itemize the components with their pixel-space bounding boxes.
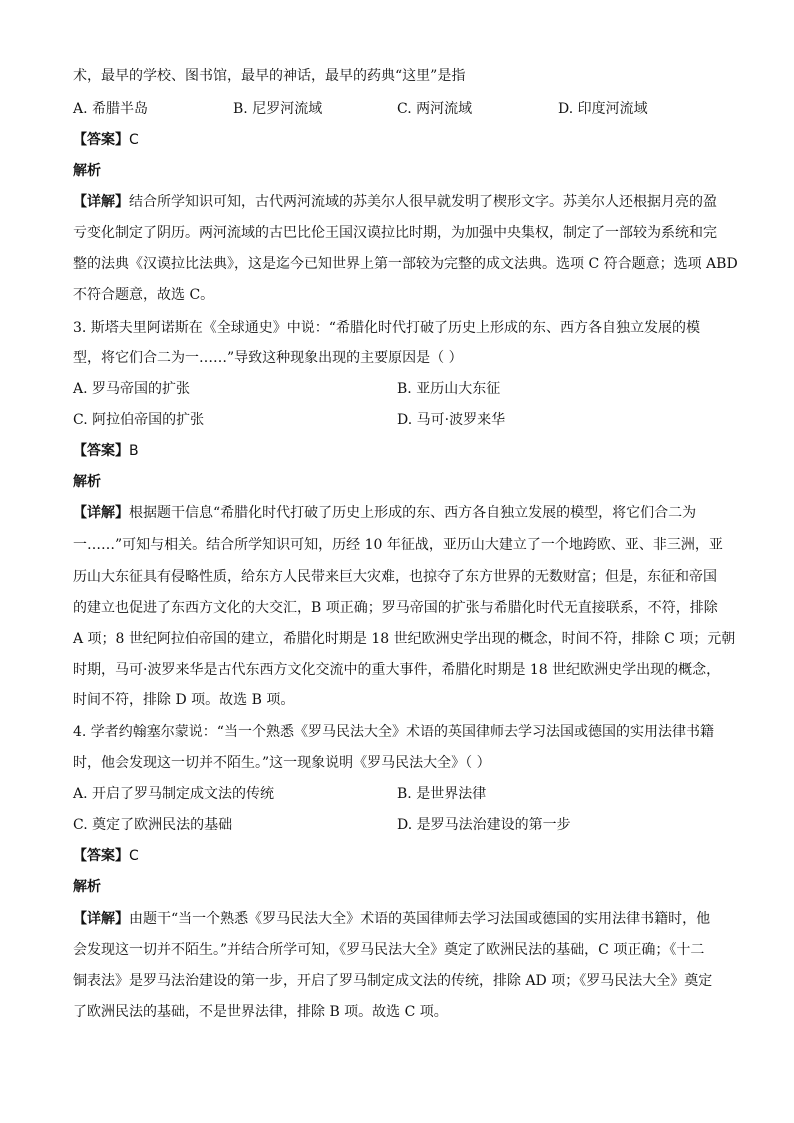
q3-detail-line-2: 一……”可知与相关。结合所学知识可知，历经 10 年征战，亚历山大建立了一个地跨欧、亚、非三洲，亚 bbox=[73, 537, 723, 553]
q4-analysis-heading bbox=[73, 877, 101, 897]
q2-answer bbox=[73, 130, 139, 150]
q3-option-d: D. 马可·波罗来华 bbox=[397, 412, 506, 428]
q4-detail-text-1: 由题干“当一个熟悉《罗马民法大全》术语的英国律师去学习法国或德国的实用法律书籍时，他 bbox=[129, 911, 711, 927]
q4-answer-value: C bbox=[129, 848, 139, 864]
q4-detail-line-1 bbox=[73, 909, 710, 929]
q4-option-d: D. 是罗马法治建设的第一步 bbox=[397, 817, 571, 833]
q3-detail-line-1 bbox=[73, 503, 696, 523]
q3-answer-value: B bbox=[129, 443, 139, 459]
q3-detail-text-1: 根据题干信息“希腊化时代打破了历史上形成的东、西方各自独立发展的模型，将它们合二为 bbox=[129, 505, 697, 521]
q2-detail-line-1 bbox=[73, 192, 717, 212]
q2-stem-tail: 术，最早的学校、图书馆，最早的神话，最早的药典“这里”是指 bbox=[73, 68, 466, 84]
detail-tag: 【详解】 bbox=[73, 505, 129, 521]
analysis-tag: 解析 bbox=[73, 879, 101, 895]
q2-option-d: D. 印度河流域 bbox=[558, 101, 648, 117]
q4-option-a: A. 开启了罗马制定成文法的传统 bbox=[73, 786, 275, 802]
detail-tag: 【详解】 bbox=[73, 194, 129, 210]
q3-answer bbox=[73, 441, 139, 461]
q4-stem-line-1: 4. 学者约翰塞尔蒙说：“当一个熟悉《罗马民法大全》术语的英国律师去学习法国或德国的实用法律书籍 bbox=[73, 724, 714, 740]
q2-detail-line-4: 不符合题意，故选 C。 bbox=[73, 287, 215, 303]
q4-answer bbox=[73, 846, 139, 866]
q4-option-c: C. 奠定了欧洲民法的基础 bbox=[73, 817, 233, 833]
q2-option-b: B. 尼罗河流域 bbox=[233, 101, 323, 117]
q4-stem-line-2: 时，他会发现这一切并不陌生。”这一现象说明《罗马民法大全》（ ） bbox=[73, 755, 491, 771]
q3-analysis-heading bbox=[73, 472, 101, 492]
q2-detail-line-3: 整的法典《汉谟拉比法典》，这是迄今已知世界上第一部较为完整的成文法典。选项 C 符合题意；选项 ABD bbox=[73, 256, 738, 272]
q3-stem-line-2: 型，将它们合二为一……”导致这种现象出现的主要原因是（ ） bbox=[73, 350, 463, 366]
q2-answer-value: C bbox=[129, 132, 139, 148]
q4-option-b: B. 是世界法律 bbox=[397, 786, 487, 802]
q4-detail-line-3: 铜表法》是罗马法治建设的第一步，开启了罗马制定成文法的传统，排除 AD 项；《罗马民法大全》奠定 bbox=[73, 973, 713, 989]
q2-detail-line-2: 亏变化制定了阴历。两河流域的古巴比伦王国汉谟拉比时期，为加强中央集权，制定了一部较为系统和完 bbox=[73, 225, 717, 241]
q3-option-b: B. 亚历山大东征 bbox=[397, 381, 501, 397]
q3-detail-line-4: 的建立也促进了东西方文化的大交汇，B 项正确；罗马帝国的扩张与希腊化时代无直接联系，不符，排除 bbox=[73, 600, 718, 616]
q3-detail-line-3: 历山大东征具有侵略性质，给东方人民带来巨大灾难，也掠夺了东方世界的无数财富；但是，东征和帝国 bbox=[73, 569, 717, 585]
q3-option-a: A. 罗马帝国的扩张 bbox=[73, 381, 191, 397]
q2-option-a: A. 希腊半岛 bbox=[73, 101, 149, 117]
q4-detail-line-4: 了欧洲民法的基础，不是世界法律，排除 B 项。故选 C 项。 bbox=[73, 1004, 448, 1020]
answer-tag: 【答案】 bbox=[73, 848, 129, 864]
q3-stem-line-1: 3. 斯塔夫里阿诺斯在《全球通史》中说：“希腊化时代打破了历史上形成的东、西方各自独立发展的模 bbox=[73, 320, 700, 336]
q3-detail-line-7: 时间不符，排除 D 项。故选 B 项。 bbox=[73, 692, 295, 708]
q2-option-c: C. 两河流域 bbox=[397, 101, 473, 117]
q3-detail-line-6: 时期，马可·波罗来华是古代东西方文化交流中的重大事件，希腊化时期是 18 世纪欧洲史学出现的概念， bbox=[73, 662, 721, 678]
q2-detail-text-1: 结合所学知识可知，古代两河流域的苏美尔人很早就发明了楔形文字。苏美尔人还根据月亮的盈 bbox=[129, 194, 717, 210]
answer-tag: 【答案】 bbox=[73, 132, 129, 148]
detail-tag: 【详解】 bbox=[73, 911, 129, 927]
analysis-tag: 解析 bbox=[73, 163, 101, 179]
q4-detail-line-2: 会发现这一切并不陌生。”并结合所学可知，《罗马民法大全》奠定了欧洲民法的基础，C 项正确；《十二 bbox=[73, 942, 705, 958]
q2-analysis-heading bbox=[73, 161, 101, 181]
q3-detail-line-5: A 项；8 世纪阿拉伯帝国的建立，希腊化时期是 18 世纪欧洲史学出现的概念，时间不符，排除 C 项；元朝 bbox=[73, 631, 736, 647]
q3-option-c: C. 阿拉伯帝国的扩张 bbox=[73, 412, 205, 428]
analysis-tag: 解析 bbox=[73, 474, 101, 490]
answer-tag: 【答案】 bbox=[73, 443, 129, 459]
